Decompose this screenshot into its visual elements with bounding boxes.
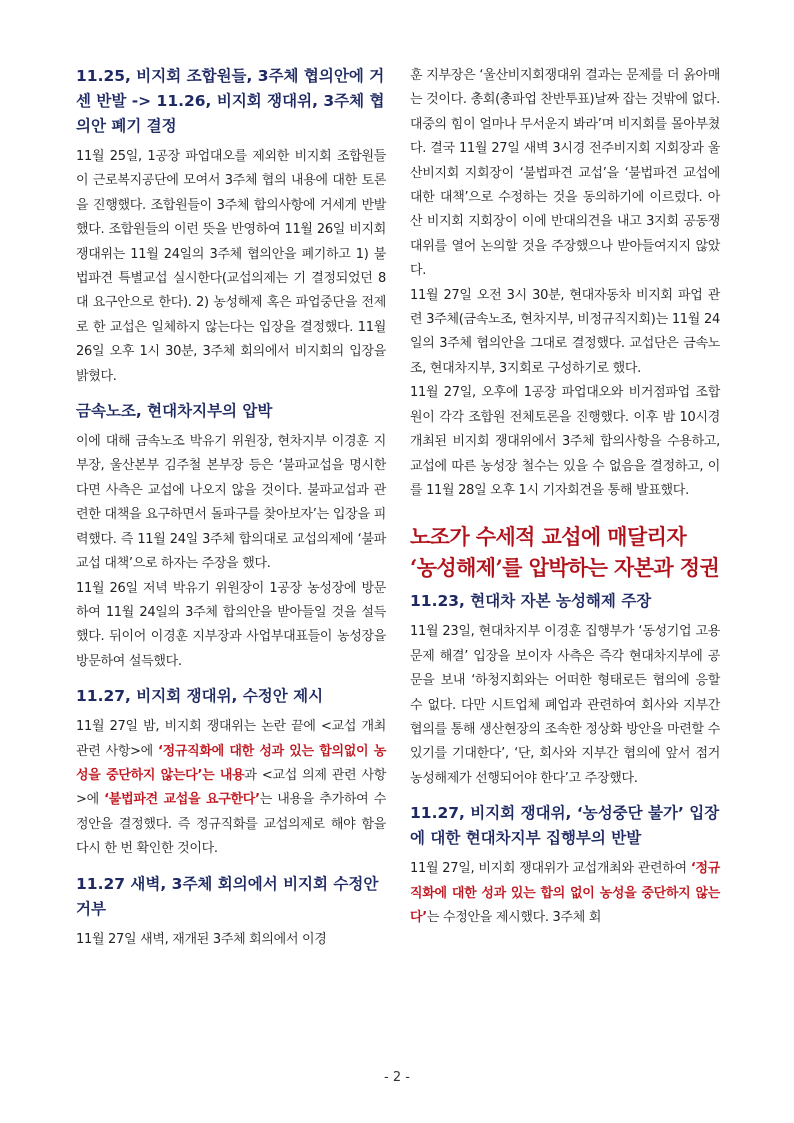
section-heading: 11.27, 비지회 쟁대위, ‘농성중단 불가’ 입장에 대한 현대차지부 집행부의 반발 <box>410 804 720 848</box>
text-run: 는 내용을 추가하여 수정안을 결정했다. 즉 정규직화를 교섭의제로 해야 함을 다시 한 번 확인한 것이다. <box>76 792 386 857</box>
right-column <box>410 64 720 930</box>
section-heading: 금속노조, 현대차지부의 압박 <box>76 402 273 421</box>
text-run: 11월 27일, 비지회 쟁대위가 교섭개최와 관련하여 <box>410 861 691 877</box>
paragraph: 11월 27일 새벽, 재개된 3주체 회의에서 이경 <box>76 931 327 947</box>
paragraph <box>410 857 720 930</box>
paragraph: 11월 23일, 현대차지부 이경훈 집행부가 ‘동성기업 고용문제 해결’ 입장을 보이자 사측은 즉각 현대차지부에 공문을 보내 ‘하청지회와는 어떠한 형태로든 협의에 응할 수 없다. 다만 시트업체 폐업과 관련하여 회사와 지부간 협의를 통해 생산현장의 조속한 정상화 방안을 마련할 수 있기를 기대한다’, ‘단, 회사와 지부간 협의에 앞서 점거농성해제가 선행되어야 한다’고 주장했다. <box>410 624 720 786</box>
highlight-text: ‘불법파견 교섭을 요구한다’ <box>104 792 260 808</box>
highlight-text: ‘정규직화에 대한 성과 있는 합의없이 농성을 중단하지 않는다’는 내용 <box>76 743 386 783</box>
section-heading: 11.23, 현대차 자본 농성해제 주장 <box>410 592 652 611</box>
paragraph: 훈 지부장은 ‘울산비지회쟁대위 결과는 문제를 더 옭아매는 것이다. 총회(총파업 찬반투표)날짜 잡는 것밖에 없다. 대중의 힘이 얼마나 무서운지 봐라’며 비지회를 몰아부쳤다. 결국 11월 27일 새벽 3시경 전주비지회 지회장과 울산비지회 지회장이 ‘불법파견 교섭’을 ‘불법파견 교섭에 대한 대책’으로 수정하는 것을 동의하기에 이르렀다. 아산 비지회 지회장이 이에 반대의견을 내고 3지회 공동쟁대위를 열어 논의할 것을 주장했으나 받아들여지지 않았다. <box>410 68 720 279</box>
chapter-title-line: ‘농성해제’를 압박하는 자본과 정권 <box>410 555 720 581</box>
paragraph: 11월 26일 저녁 박유기 위원장이 1공장 농성장에 방문하여 11월 24일의 3주체 합의안을 받아들일 것을 설득했다. 뒤이어 이경훈 지부장과 사업부대표들이 농성장을 방문하여 설득했다. <box>76 580 386 669</box>
paragraph: 11월 27일, 오후에 1공장 파업대오와 비거점파업 조합원이 각각 조합원 전체토론을 진행했다. 이후 밤 10시경 개최된 비지회 쟁대위에서 3주체 합의사항을 수용하고, 교섭에 따른 농성장 철수는 있을 수 없음을 결정하고, 이를 11월 28일 오후 1시 기자회견을 통해 발표했다. <box>410 385 720 498</box>
text-run: 과 <교섭 의제 관련 사항>에 <box>76 767 386 808</box>
section-heading: 11.25, 비지회 조합원들, 3주체 협의안에 거센 반발 -> 11.26, 비지회 쟁대위, 3주체 협의안 폐기 결정 <box>76 67 385 135</box>
paragraph: 11월 27일 오전 3시 30분, 현대자동차 비지회 파업 관련 3주체(금속노조, 현차지부, 비정규직지회)는 11월 24일의 3주체 협의안을 그대로 결정했다. 교섭단은 금속노조, 현대차지부, 3지회로 구성하기로 했다. <box>410 287 720 376</box>
paragraph: 11월 25일, 1공장 파업대오를 제외한 비지회 조합원들이 근로복지공단에 모여서 3주체 협의 내용에 대한 토론을 진행했다. 조합원들이 3주체 합의사항에 거세게 반발했다. 조합원들의 이런 뜻을 반영하여 11월 26일 비지회 쟁대위는 11월 24일의 3주체 협의안을 폐기하고 1) 불법파견 특별교섭 실시한다(교섭의제는 기 결정되었던 8대 요구안으로 한다). 2) 농성해제 혹은 파업중단을 전제로 한 교섭은 일체하지 않는다는 입장을 결정했다. 11월 26일 오후 1시 30분, 3주체 회의에서 비지회의 입장을 밝혔다. <box>76 149 386 384</box>
paragraph: 이에 대해 금속노조 박유기 위원장, 현차지부 이경훈 지부장, 울산본부 김주철 본부장 등은 ‘불파교섭을 명시한다면 사측은 교섭에 나오지 않을 것이다. 불파교섭과 관련한 대책을 요구하면서 돌파구를 찾아보자’는 입장을 피력했다. 즉 11월 24일 3주체 합의대로 교섭의제에 ‘불파교섭 대책’으로 하자는 주장을 했다. <box>76 434 386 572</box>
page-number: - 2 - <box>384 1070 410 1085</box>
section-heading: 11.27, 비지회 쟁대위, 수정안 제시 <box>76 687 324 706</box>
text-run: 는 수정안을 제시했다. 3주체 회 <box>426 909 602 925</box>
paragraph <box>76 715 386 861</box>
left-column <box>76 64 386 952</box>
chapter-title <box>410 521 720 583</box>
section-heading: 11.27 새벽, 3주체 회의에서 비지회 수정안 거부 <box>76 874 379 918</box>
chapter-title-line: 노조가 수세적 교섭에 매달리자 <box>410 524 687 550</box>
highlight-text: ‘정규직화에 대한 성과 있는 합의 없이 농성을 중단하지 않는다’ <box>410 861 720 925</box>
text-run: 11월 27일 밤, 비지회 쟁대위는 논란 끝에 <교섭 개최 관련 사항>에 <box>76 719 386 759</box>
